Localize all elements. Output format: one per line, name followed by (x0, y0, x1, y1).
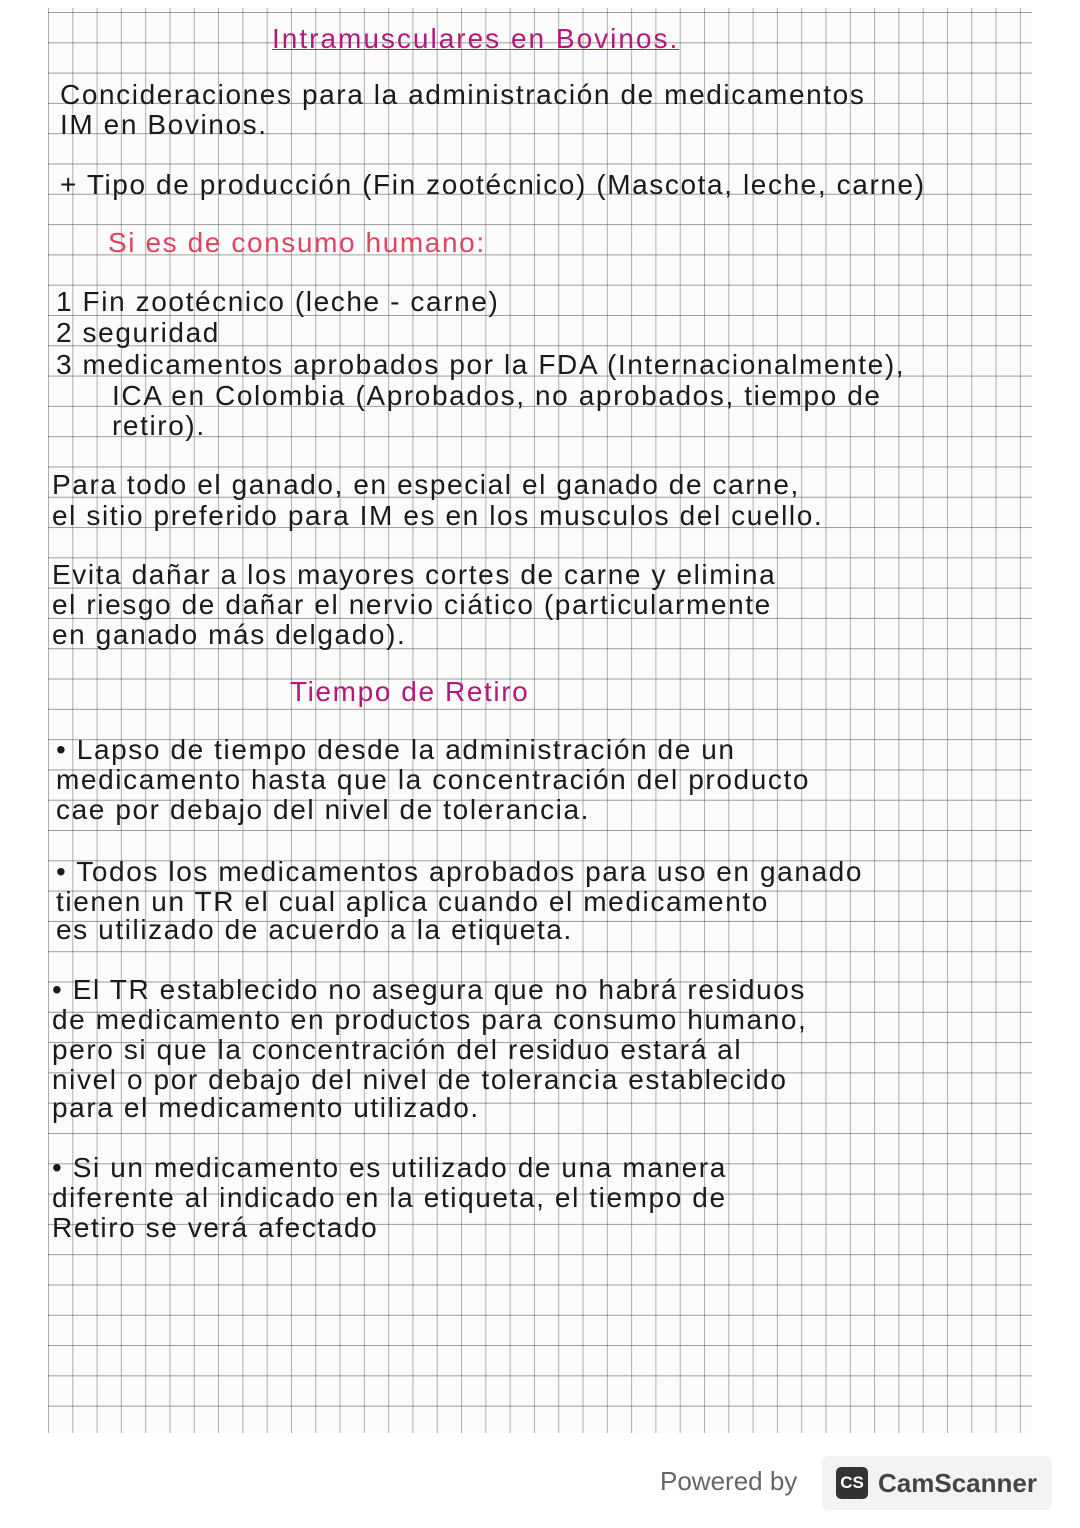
text-line: es utilizado de acuerdo a la etiqueta. (56, 914, 573, 945)
text-line: el sitio preferido para IM es en los musculos del cuello. (52, 500, 824, 531)
list-item: 3 medicamentos aprobados por la FDA (Internacionalmente), (56, 349, 906, 380)
section-heading: Tiempo de Retiro (290, 676, 530, 707)
text-line: el riesgo de dañar el nervio ciático (particularmente (52, 589, 772, 620)
powered-by-text: Powered by (660, 1466, 798, 1496)
text-line: tienen un TR el cual aplica cuando el medicamento (56, 886, 769, 917)
text-line: • Lapso de tiempo desde la administración de un (56, 734, 736, 765)
text-line: Retiro se verá afectado (52, 1212, 379, 1243)
text-line: cae por debajo del nivel de tolerancia. (56, 794, 591, 825)
text-line: + Tipo de producción (Fin zootécnico) (Mascota, leche, carne) (60, 169, 926, 200)
text-line: Concideraciones para la administración de medicamentos (60, 79, 866, 110)
text-line: diferente al indicado en la etiqueta, el tiempo de (52, 1182, 727, 1213)
text-line: medicamento hasta que la concentración del producto (56, 764, 811, 795)
text-line: • El TR establecido no asegura que no habrá residuos (52, 974, 807, 1005)
text-line: ICA en Colombia (Aprobados, no aprobados, tiempo de (112, 380, 882, 411)
subheading: Si es de consumo humano: (108, 227, 486, 258)
text-line: en ganado más delgado). (52, 619, 407, 650)
text-line: para el medicamento utilizado. (52, 1092, 480, 1123)
page-title: Intramusculares en Bovinos. (272, 23, 680, 54)
camscanner-logo-icon: CS (836, 1467, 868, 1499)
text-line: pero si que la concentración del residuo estará al (52, 1034, 743, 1065)
camscanner-badge (822, 1456, 1052, 1510)
list-item: 1 Fin zootécnico (leche - carne) (56, 286, 500, 317)
brand-name: CamScanner (878, 1467, 1037, 1498)
text-line: • Si un medicamento es utilizado de una manera (52, 1152, 727, 1183)
text-line: retiro). (112, 410, 206, 441)
text-line: nivel o por debajo del nivel de tolerancia establecido (52, 1064, 788, 1095)
text-line: • Todos los medicamentos aprobados para uso en ganado (56, 856, 864, 887)
text-line: Para todo el ganado, en especial el ganado de carne, (52, 469, 800, 500)
text-line: Evita dañar a los mayores cortes de carne y elimina (52, 559, 777, 590)
list-item: 2 seguridad (56, 317, 220, 348)
text-line: IM en Bovinos. (60, 109, 268, 140)
text-line: de medicamento en productos para consumo humano, (52, 1004, 808, 1035)
